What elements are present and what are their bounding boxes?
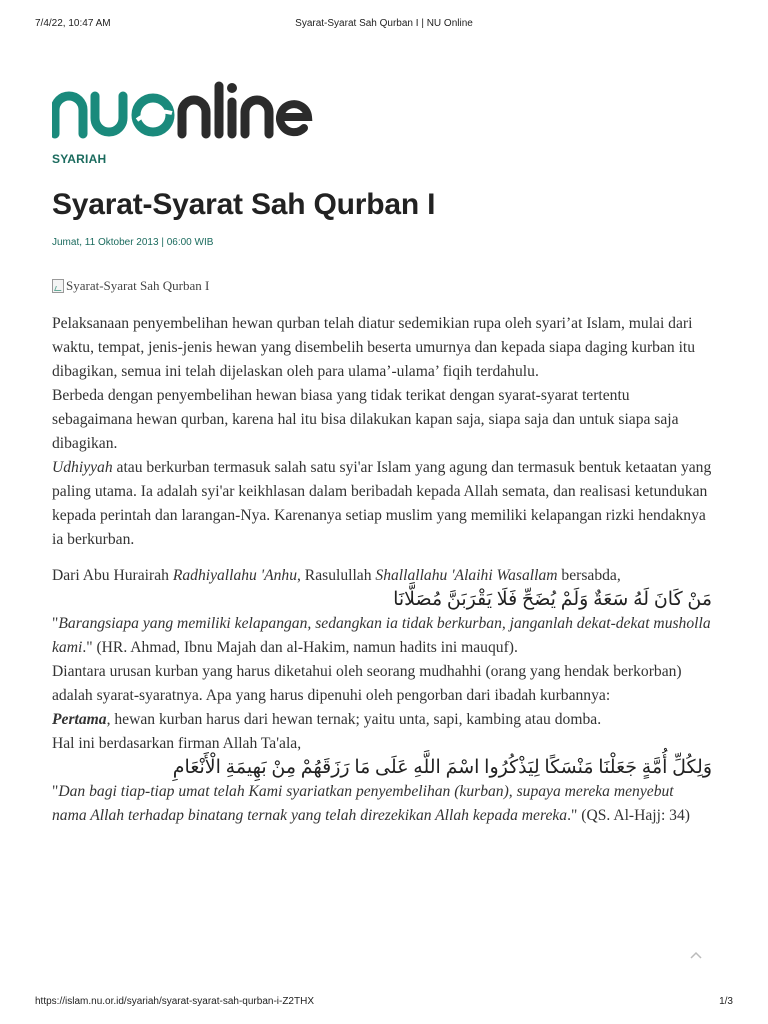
article-title: Syarat-Syarat Sah Qurban I <box>52 188 436 221</box>
paragraph-7 <box>52 708 712 732</box>
p4-text-a: Dari Abu Hurairah <box>52 567 173 584</box>
arabic-verse: وَلِكُلِّ أُمَّةٍ جَعَلْنَا مَنْسَكًا لِيَذْكُرُوا اسْمَ اللَّهِ عَلَى مَا رَزَقَهُمْ مِنْ بَهِيمَةِ الْأَنْعَامِ <box>172 757 712 778</box>
verse-translation: Dan bagi tiap-tiap umat telah Kami syariatkan penyembelihan (kurban), supaya mereka menyebut nama Allah terhadap binatang ternak yang telah direzekikan Allah kepada mereka <box>52 783 674 824</box>
back-to-top-button[interactable] <box>688 948 704 962</box>
paragraph-5 <box>52 612 712 660</box>
print-header <box>0 18 768 32</box>
paragraph-gap <box>52 552 712 564</box>
broken-image-icon <box>52 279 64 293</box>
nu-online-logo[interactable] <box>52 80 314 144</box>
paragraph-3-text: atau berkurban termasuk salah satu syi'ar Islam yang agung dan termasuk bentuk ketaatan yang paling utama. Ia adalah syi'ar keikhlasan dalam beribadah kepada Allah semata, dan realisasi ketundukan kepada perintah dan larangan-Nya. Karenanya setiap muslim yang memiliki kelapangan rizki hendaknya ia berkurban. <box>52 459 712 548</box>
nu-online-logo-mark <box>52 80 314 144</box>
article-category[interactable]: SYARIAH <box>52 152 107 166</box>
p5-citation: ." (HR. Ahmad, Ibnu Majah dan al-Hakim, namun hadits ini mauquf). <box>82 639 518 656</box>
page-number: 1/3 <box>719 996 733 1007</box>
pertama-term: Pertama <box>52 711 107 728</box>
p4-text-c: , Rasulullah <box>297 567 376 584</box>
paragraph-8: Hal ini berdasarkan firman Allah Ta'ala, <box>52 735 302 752</box>
print-date: 7/4/22, 10:47 AM <box>35 18 111 29</box>
paragraph-6: Diantara urusan kurban yang harus diketahui oleh seorang mudhahhi (orang yang hendak berkorban) adalah syarat-syaratnya. Apa yang harus dipenuhi oleh pengorban dari ibadah kurbannya: <box>52 663 682 704</box>
arabic-hadith: مَنْ كَانَ لَهُ سَعَةٌ وَلَمْ يُضَحِّ فَلَا يَقْرَبَنَّ مُصَلَّانَا <box>393 589 712 610</box>
article-image <box>52 278 209 294</box>
udhiyyah-term: Udhiyyah <box>52 459 113 476</box>
paragraph-4 <box>52 564 712 588</box>
p9-quote-open: " <box>52 783 59 800</box>
image-alt-text: Syarat-Syarat Sah Qurban I <box>66 278 210 293</box>
print-footer <box>0 996 768 1010</box>
article-body <box>52 312 712 828</box>
article-date: Jumat, 11 Oktober 2013 | 06:00 WIB <box>52 237 214 248</box>
p4-honorific-2: Shallallahu 'Alaihi Wasallam <box>375 567 558 584</box>
paragraph-2: Berbeda dengan penyembelihan hewan biasa yang tidak terikat dengan syarat-syarat tertentu sebagaimana hewan qurban, karena hal itu bisa dilakukan kapan saja, siapa saja dan untuk siapa saja dibagikan. <box>52 387 679 452</box>
paragraph-9 <box>52 780 712 828</box>
paragraph-1: Pelaksanaan penyembelihan hewan qurban telah diatur sedemikian rupa oleh syari’at Islam, mulai dari waktu, tempat, jenis-jenis hewan yang disembelih beserta umurnya dan kepada siapa daging kurban itu dibagikan, semua ini telah dijelaskan oleh para ulama’-ulama’ fiqih terdahulu. <box>52 315 696 380</box>
p5-quote-open: " <box>52 615 59 632</box>
p4-text-e: bersabda, <box>557 567 621 584</box>
hadith-translation: Barangsiapa yang memiliki kelapangan, sedangkan ia tidak berkurban, janganlah dekat-dekat musholla kami <box>52 615 711 656</box>
page-url: https://islam.nu.or.id/syariah/syarat-syarat-sah-qurban-i-Z2THX <box>35 996 314 1007</box>
paragraph-3 <box>52 456 712 552</box>
p7-text: , hewan kurban harus dari hewan ternak; yaitu unta, sapi, kambing atau domba. <box>106 711 602 728</box>
chevron-up-icon <box>688 948 704 962</box>
print-title: Syarat-Syarat Sah Qurban I | NU Online <box>295 18 473 29</box>
p4-honorific-1: Radhiyallahu 'Anhu <box>172 567 297 584</box>
p9-citation: ." (QS. Al-Hajj: 34) <box>567 807 690 824</box>
